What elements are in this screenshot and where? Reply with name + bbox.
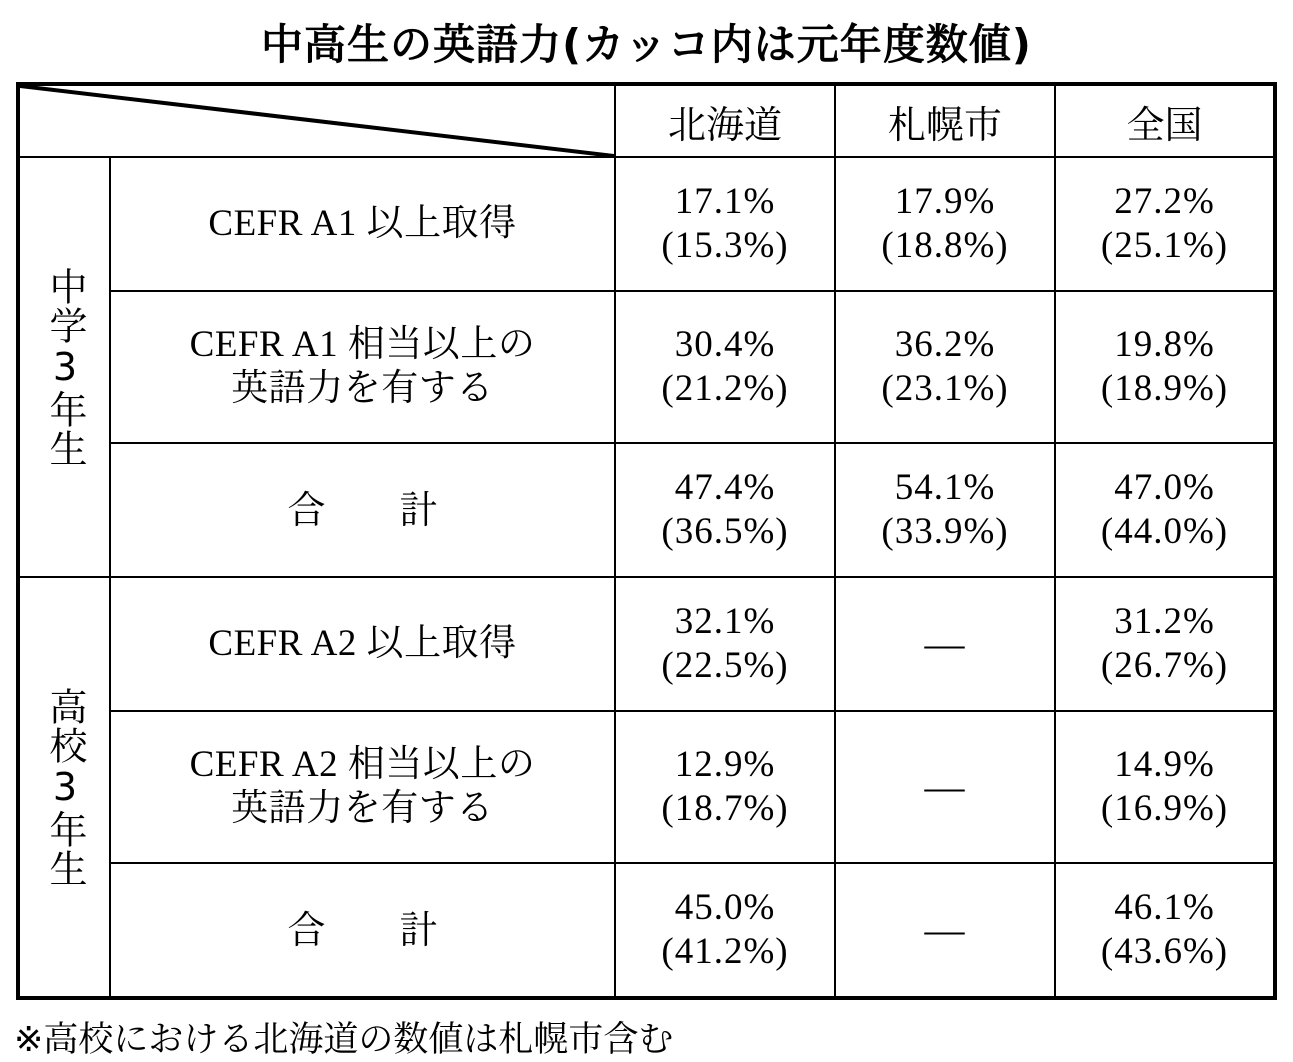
row-label-line2: 英語力を有する bbox=[231, 788, 494, 829]
value-current: 47.0% bbox=[1114, 466, 1215, 508]
value-current: 12.9% bbox=[674, 743, 776, 785]
row-label-line1: CEFR A1 相当以上の bbox=[189, 324, 536, 366]
row-label-total bbox=[110, 863, 615, 998]
cell-national bbox=[1055, 577, 1275, 711]
cell-hokkaido bbox=[615, 711, 835, 863]
column-header-hokkaido: 北海道 bbox=[615, 84, 835, 157]
value-previous: (36.5%) bbox=[661, 511, 789, 552]
cell-national bbox=[1055, 711, 1275, 863]
cell-hokkaido bbox=[615, 443, 835, 577]
value-previous: (15.3%) bbox=[661, 225, 789, 266]
group-label-text: 高校3年生 bbox=[43, 686, 88, 888]
cell-sapporo bbox=[835, 863, 1055, 998]
value-current: — bbox=[924, 621, 966, 666]
table-row bbox=[18, 291, 1275, 443]
cell-sapporo bbox=[835, 711, 1055, 863]
value-current: 36.2% bbox=[894, 323, 996, 365]
cell-national bbox=[1055, 157, 1275, 291]
cell-hokkaido bbox=[615, 577, 835, 711]
value-current: 32.1% bbox=[674, 600, 776, 642]
cell-national bbox=[1055, 863, 1275, 998]
value-current: 14.9% bbox=[1114, 743, 1215, 785]
page-title: 中高生の英語力(カッコ内は元年度数値) bbox=[261, 20, 1032, 69]
cell-sapporo bbox=[835, 291, 1055, 443]
header-row bbox=[18, 84, 1275, 157]
table-header bbox=[18, 84, 1275, 157]
value-current: 47.4% bbox=[674, 466, 776, 508]
group-label-high-school bbox=[18, 577, 110, 998]
value-previous: (18.7%) bbox=[661, 788, 789, 829]
value-previous: (22.5%) bbox=[661, 645, 789, 686]
value-previous: (33.9%) bbox=[881, 511, 1009, 552]
row-label-line1: 合 計 bbox=[287, 907, 456, 952]
value-current: 45.0% bbox=[674, 886, 776, 928]
row-label-line2: 英語力を有する bbox=[231, 368, 494, 409]
value-current: 46.1% bbox=[1114, 886, 1215, 928]
cell-hokkaido bbox=[615, 863, 835, 998]
table-body bbox=[18, 157, 1275, 998]
cell-national bbox=[1055, 291, 1275, 443]
column-header-sapporo: 札幌市 bbox=[835, 84, 1055, 157]
value-previous: (41.2%) bbox=[661, 931, 789, 972]
cell-hokkaido bbox=[615, 157, 835, 291]
value-current: 27.2% bbox=[1114, 180, 1215, 222]
value-current: 17.9% bbox=[894, 180, 996, 222]
cell-hokkaido bbox=[615, 291, 835, 443]
row-label-a2-equivalent bbox=[110, 711, 615, 863]
diagonal-line-icon bbox=[20, 86, 614, 156]
row-label-line1: CEFR A2 相当以上の bbox=[189, 744, 536, 786]
value-current: 31.2% bbox=[1114, 600, 1215, 642]
table-row bbox=[18, 863, 1275, 998]
value-current: 19.8% bbox=[1114, 323, 1215, 365]
value-current: — bbox=[924, 907, 966, 952]
footnote: ※高校における北海道の数値は札幌市含む bbox=[14, 1020, 674, 1060]
value-previous: (18.8%) bbox=[881, 225, 1009, 266]
table-row bbox=[18, 157, 1275, 291]
row-label-line1: CEFR A2 以上取得 bbox=[208, 623, 517, 665]
value-current: 54.1% bbox=[894, 466, 996, 508]
cell-national bbox=[1055, 443, 1275, 577]
table-row bbox=[18, 711, 1275, 863]
value-previous: (25.1%) bbox=[1100, 225, 1229, 266]
value-previous: (18.9%) bbox=[1100, 368, 1229, 409]
value-previous: (44.0%) bbox=[1100, 511, 1229, 552]
value-previous: (16.9%) bbox=[1100, 788, 1229, 829]
table-row bbox=[18, 577, 1275, 711]
table-row bbox=[18, 443, 1275, 577]
column-header-national: 全国 bbox=[1055, 84, 1275, 157]
value-previous: (26.7%) bbox=[1100, 645, 1229, 686]
value-previous: (21.2%) bbox=[661, 368, 789, 409]
value-previous: (43.6%) bbox=[1100, 931, 1229, 972]
value-current: 30.4% bbox=[674, 323, 776, 365]
row-label-a2-acquired bbox=[110, 577, 615, 711]
row-label-a1-acquired bbox=[110, 157, 615, 291]
row-label-line1: CEFR A1 以上取得 bbox=[208, 203, 517, 245]
cell-sapporo bbox=[835, 443, 1055, 577]
group-label-junior-high bbox=[18, 157, 110, 577]
value-current: — bbox=[924, 764, 966, 809]
group-label-text: 中学3年生 bbox=[43, 266, 88, 468]
row-label-total bbox=[110, 443, 615, 577]
row-label-a1-equivalent bbox=[110, 291, 615, 443]
value-current: 17.1% bbox=[674, 180, 776, 222]
english-ability-table bbox=[16, 82, 1277, 1000]
corner-diagonal-cell bbox=[18, 84, 615, 157]
table-container bbox=[16, 82, 1277, 1000]
cell-sapporo bbox=[835, 157, 1055, 291]
cell-sapporo bbox=[835, 577, 1055, 711]
value-previous: (23.1%) bbox=[881, 368, 1009, 409]
row-label-line1: 合 計 bbox=[287, 487, 456, 532]
